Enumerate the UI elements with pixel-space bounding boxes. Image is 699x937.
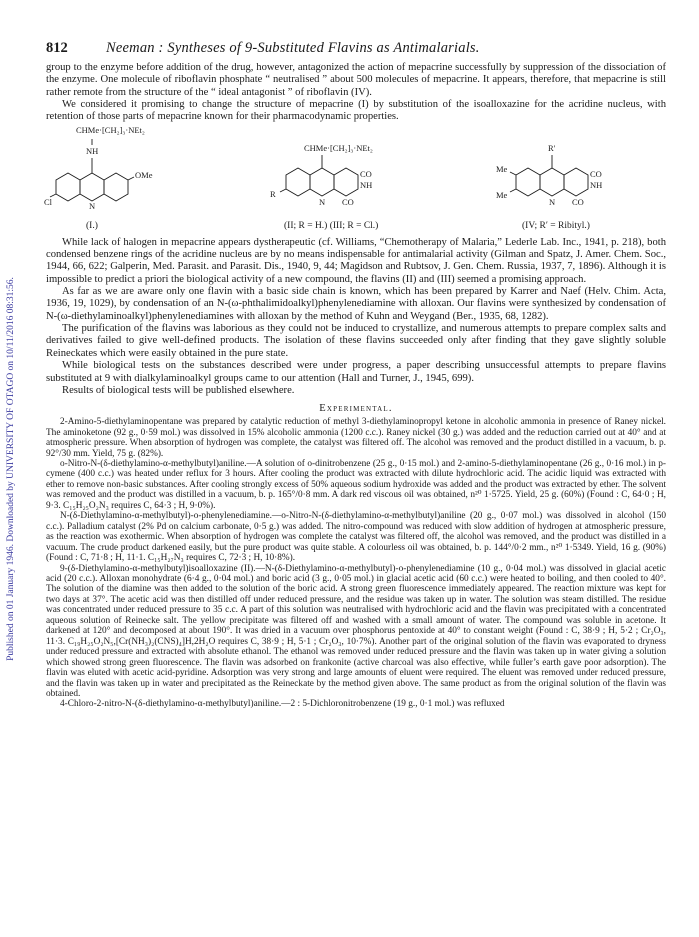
body-paragraph-7: Results of biological tests will be published elsewhere. [62,384,295,396]
experimental-paragraph-5: 4-Chloro-2-nitro-N-(δ-diethylamino-α-methylbutyl)aniline.—2 : 5-Dichloronitrobenzene (19 g., 0·1 mol.) was refluxed [60,699,505,710]
ring-1a [56,173,80,201]
ring-2c [334,168,358,196]
s3-co-top: CO [590,168,602,179]
s2-co-top: CO [360,168,372,179]
s2-n: N [319,196,326,207]
s2-nh: NH [360,179,373,190]
s2-sidechain: CHMe·[CH₂]₃·NEt₂ [304,142,373,153]
s3-n: N [549,196,556,207]
s2-r: R [270,188,276,199]
s1-label: (I.) [86,220,98,231]
running-title: Neeman : Syntheses of 9-Substituted Flavins as Antimalarials. [106,40,480,56]
s1-cl: Cl [44,196,53,207]
s1-n: N [89,200,96,211]
ring-4b [540,168,564,196]
s3-me-top: Me [496,163,508,174]
s2-co-bottom: CO [342,196,354,207]
download-notice: Published on 01 January 1946. Downloaded by UNIVERSITY OF OTAGO on 10/11/2016 08:31:56. [6,276,16,661]
download-watermark [0,0,22,937]
experimental-paragraph-2: o-Nitro-N-(δ-diethylamino-α-methylbutyl)aniline.—A solution of o-dinitrobenzene (25 g., 0·15 mol.) and 2-amino-5-diethylaminopentane (26 g., 0·16 mol.) in p-cymene (400 c.c.) was heated under reflux for 3 hours. After cooling the product was extracted with dilute hydrochloric acid. The acidic liquid was extracted with ether to remove non-basic substances. After cooling strongly excess of 50% aqueous sodium hydroxide was added and the product was extracted by ether. The solvent was removed and the product was distilled in a vacuum, b. p. 165°/0·8 mm. A dark red viscous oil was obtained, n²⁰ 1·5725. Yield, 25 g. (60%) (Found : C, 64·0 ; H, 9·3. C₁₅H₂₅O₂N₃ requires C, 64·3 ; H, 9·0%). [46,459,666,511]
body-paragraph-4: As far as we are aware only one flavin with a basic side chain is known, which has been prepared by Karrer and Naef (Helv. Chim. Acta, 1936, 19, 1029), by condensation of an N-(ω-phthalimidoalkyl)phenylenediamine with alloxan. Our flavins were synthesized by condensation of N-(ω-diethylaminoalkyl)phenylenediamines with alloxan by the method of Kuhn and Weygand (Ber., 1935, 68, 1282). [46,286,666,322]
ring-1c [104,173,128,201]
experimental-paragraph-4: 9-(δ-Diethylamino-α-methylbutyl)isoalloxazine (II).—N-(δ-Diethylamino-α-methylbutyl)-o-phenylenediamine (10 g., 0·04 mol.) was dissolved in glacial acetic acid (20 c.c.). Alloxan monohydrate (6·4 g., 0·04 mol.) and boric acid (3 g., 0·05 mol.) in glacial acetic acid (60 c.c.) were heated to boiling, and then cooled to 40°. The solution of the diamine was then added to the solution of the boric acid. A strong green fluorescence immediately appeared. The reaction mixture was kept for two days at 37°. The acetic acid was then distilled off under reduced pressure, and the residue was taken up in water. The solution was steam distilled. The residue was concentrated under reduced pressure to 35 c.c. A part of this solution was neutralised with hydrochloric acid and the flavin was precipitated with a concentrated aqueous solution of Reinecke salt. The yellow precipitate was filtered off and washed with a small amount of water. The compound was soluble in acetone. It darkened at 120° and decomposed at about 190°. It was dried in a vacuum over phosphorus pentoxide at 40° to constant weight (Found : C, 38·9 ; H, 5·2 ; Cr₂O₃, 11·3. C₁₉H₂₅O₂N₅,[Cr(NH₃)₂(CNS)₄]H,2H₂O requires C, 38·9 ; H, 5·1 ; Cr₂O₃, 10·7%). Another part of the original solution of the flavin was evaporated to dryness under reduced pressure and extracted with absolute ethanol. The ethanol was removed under reduced pressure and the flavin was taken up in water giving a solution which showed strong green fluorescence. The flavin was adsorbed on frankonite (active charcoal was also effective, while fuller’s earth gave poor adsorption). The flavin was eluted with acetic acid-pyridine. Adsorption was very strong and large amounts of eluent were required. The eluent was removed under reduced pressure, and the flavin was taken up in water and precipitated as the Reineckate by the method given above. The same product as from the original solution of the flavin was obtained. [46,563,666,699]
s1-ome: OMe [135,169,153,180]
structure-drawing [46,125,666,235]
intro-paragraph-1: group to the enzyme before addition of the drug, however, antagonized the action of mepacrine successfully by suppression of the dissociation of the enzyme. One molecule of riboflavin phosphate “ neutralised ” about 500 molecules of mepacrine. It appears, therefore, that mepacrine is still rather remote from the structure of the “ ideal antagonist ” of riboflavin (IV). [46,62,666,98]
s3-r: R′ [548,142,556,153]
running-header [46,40,666,62]
s2-label: (II; R = H.) (III; R = Cl.) [284,220,379,231]
body-paragraph-6: While biological tests on the substances described were under progress, a paper describing unsuccessful attempts to prepare flavins substituted at 9 with dialkylaminoalkyl groups came to our attention (Hall and Turner, J., 1945, 699). [46,360,666,384]
s3-label: (IV; R′ = Ribityl.) [522,220,590,231]
article-page [46,40,666,710]
s3-me-bottom: Me [496,189,508,200]
body-paragraph-5: The purification of the flavins was laborious as they could not be induced to crystallize, and numerous attempts to prepare complex salts and derivatives failed to give well-defined products. The isolation of these flavins succeeded only after finding that they gave slightly soluble Reineckates which were easily obtained in the pure state. [46,323,666,359]
ring-4c [564,168,588,196]
page-number: 812 [46,40,68,56]
s1-nh: NH [86,145,99,156]
s3-co-bottom: CO [572,196,584,207]
intro-paragraph-2: We considered it promising to change the structure of mepacrine (I) by substitution of the isoalloxazine for the acridine nucleus, with retention of those parts of mepacrine known for their pharmacodynamic properties. [46,99,666,123]
body-paragraph-3: While lack of halogen in mepacrine appears dystherapeutic (cf. Williams, “Chemotherapy of Malaria,” Lederle Lab. Inc., 1941, p. 218), both condensed benzene rings of the acridine nucleus are by no means indispensable for antimalarial activity (Gilman and Spatz, J. Amer. Chem. Soc., 1944, 66, 622; Galperin, Med. Parasit. and Parasit. Dis., 1940, 9, 44; Magidson and Rubtsov, J. Gen. Chem. Russia, 1937, 7, 1896). Although it is impossible to predict a priori the biological activity of a new compound, the flavins (II) and (III) seemed a promising approach. [46,236,666,285]
experimental-heading: Experimental. [319,403,393,415]
ring-4a [516,168,540,196]
s3-nh: NH [590,179,603,190]
ring-2a [286,168,310,196]
s1-sidechain: CHMe·[CH₂]₃·NEt₂ [76,124,145,135]
experimental-paragraph-1: 2-Amino-5-diethylaminopentane was prepared by catalytic reduction of methyl 3-diethylaminopropyl ketone in alcoholic ammonia in presence of Raney nickel. The aminoketone (92 g., 0·59 mol.) was dissolved in 15% alcoholic ammonia (1200 c.c.). Raney nickel (30 g.) was added and the reduction carried out at 40° and at atmospheric pressure. When absorption of hydrogen was complete, the catalyst was filtered off. The alcohol was removed and the product distilled in a vacuum, b. p. 92°/30 mm. Yield, 75 g. (82%). [46,417,666,459]
ring-2b [310,168,334,196]
experimental-paragraph-3: N-(δ-Diethylamino-α-methylbutyl)-o-phenylenediamine.—o-Nitro-N-(δ-diethylamino-α-methylbutyl)aniline (20 g., 0·07 mol.) was dissolved in alcohol (150 c.c.). Palladium catalyst (2% Pd on calcium carbonate, 0·5 g.) was added. The nitro-compound was reduced with slow addition of hydrogen at atmospheric pressure, as the reaction was exothermic. When absorption of hydrogen was complete the catalyst was filtered off, the alcohol was removed, and the product was distilled in a vacuum. The crude product darkened easily, but the pure product was quite stable. A colourless oil was obtained, b. p. 144°/0·2 mm., n²⁰ 1·5349. Yield, 16 g. (90%) (Found : C, 71·8 ; H, 11·1. C₁₅H₂₇N₃ requires C, 72·3 ; H, 10·8%). [46,511,666,564]
structure-figure [46,125,666,235]
ring-1b [80,173,104,201]
